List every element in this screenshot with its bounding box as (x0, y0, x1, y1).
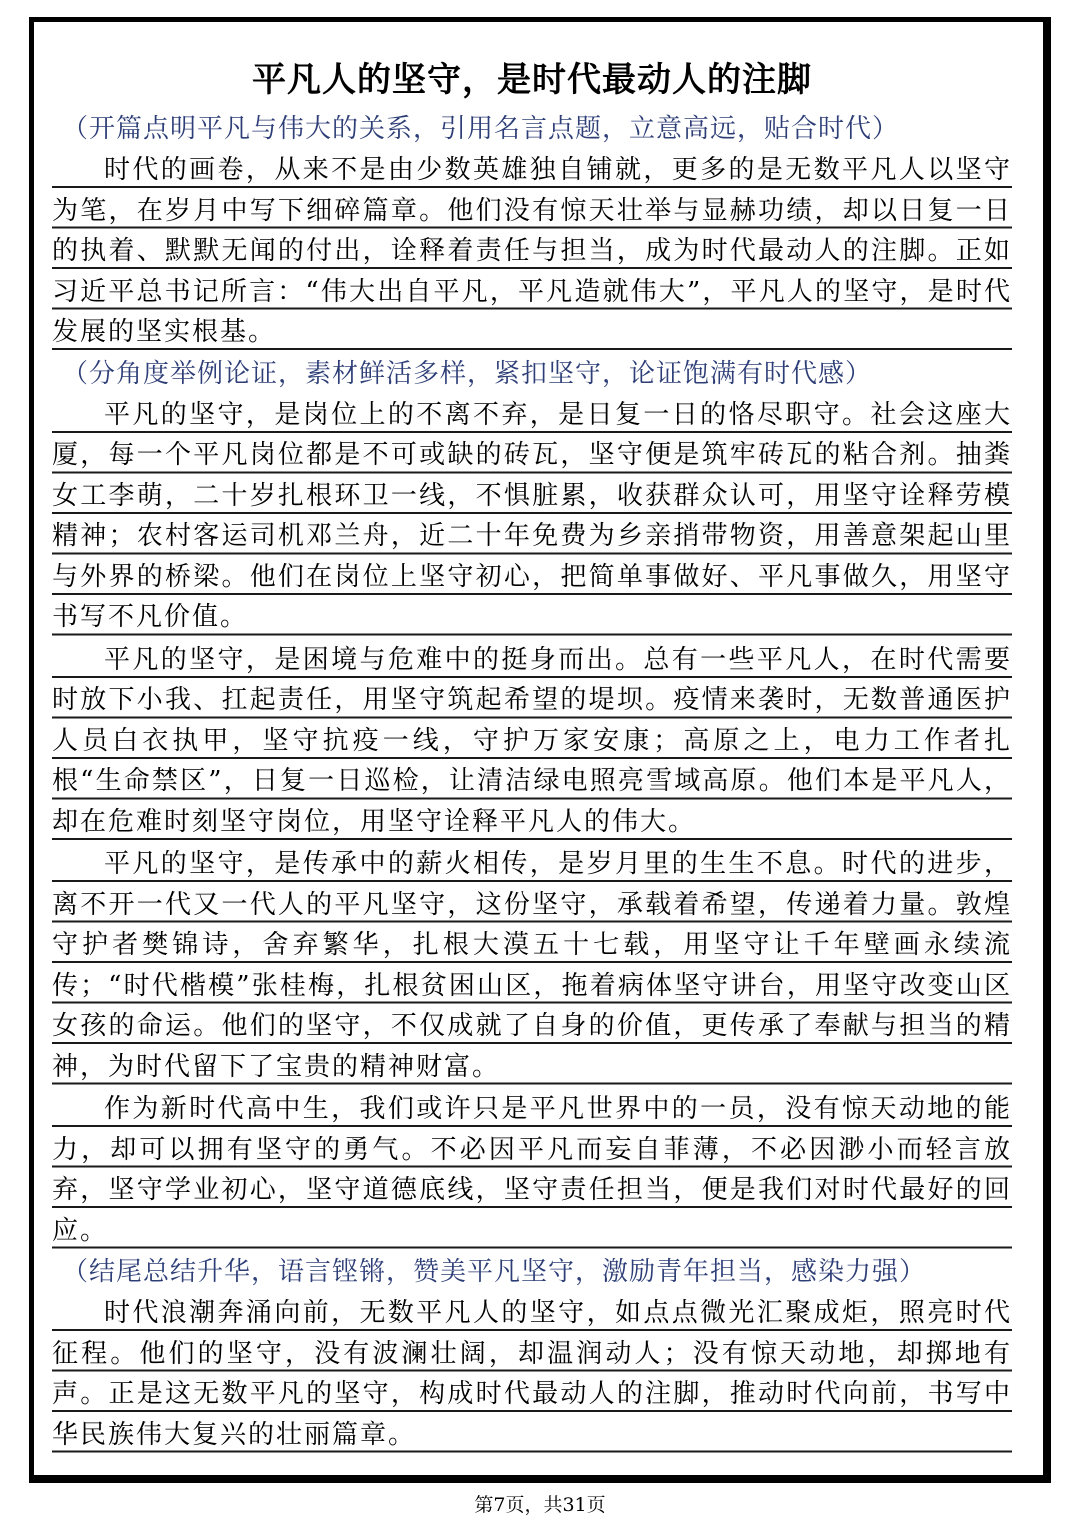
page-number: 第7页，共31页 (474, 1494, 606, 1516)
paragraph-1: 时代的画卷，从来不是由少数英雄独自铺就，更多的是无数平凡人以坚守为笔，在岁月中写下细碎篇章。他们没有惊天壮举与显赫功绩，却以日复一日的执着、默默无闻的付出，诠释着责任与担当，成为时代最动人的注脚。正如习近平总书记所言：“伟大出自平凡，平凡造就伟大”，平凡人的坚守，是时代发展的坚实根基。 (52, 150, 1012, 353)
paragraph-3: 平凡的坚守，是困境与危难中的挺身而出。总有一些平凡人，在时代需要时放下小我、扛起责任，用坚守筑起希望的堤坝。疫情来袭时，无数普通医护人员白衣执甲，坚守抗疫一线，守护万家安康；高原之上，电力工作者扎根“生命禁区”，日复一日巡检，让清洁绿电照亮雪域高原。他们本是平凡人，却在危难时刻坚守岗位，用坚守诠释平凡人的伟大。 (52, 640, 1012, 843)
annotation-ending: （结尾总结升华，语言铿锵，赞美平凡坚守，激励青年担当，感染力强） (62, 1257, 927, 1287)
paragraph-6: 时代浪潮奔涌向前，无数平凡人的坚守，如点点微光汇聚成炬，照亮时代征程。他们的坚守，没有波澜壮阔，却温润动人；没有惊天动地，却掷地有声。正是这无数平凡的坚守，构成时代最动人的注脚，推动时代向前，书写中华民族伟大复兴的壮丽篇章。 (52, 1293, 1012, 1455)
essay-title: 平凡人的坚守，是时代最动人的注脚 (252, 60, 812, 100)
paragraph-5: 作为新时代高中生，我们或许只是平凡世界中的一员，没有惊天动地的能力，却可以拥有坚守的勇气。不必因平凡而妄自菲薄，不必因渺小而轻言放弃，坚守学业初心，坚守道德底线，坚守责任担当，便是我们对时代最好的回应。 (52, 1089, 1012, 1251)
essay-body (52, 52, 1012, 1455)
paragraph-4: 平凡的坚守，是传承中的薪火相传，是岁月里的生生不息。时代的进步，离不开一代又一代人的平凡坚守，这份坚守，承载着希望，传递着力量。敦煌守护者樊锦诗，舍弃繁华，扎根大漠五十七载，用坚守让千年壁画永续流传；“时代楷模”张桂梅，扎根贫困山区，拖着病体坚守讲台，用坚守改变山区女孩的命运。他们的坚守，不仅成就了自身的价值，更传承了奉献与担当的精神，为时代留下了宝贵的精神财富。 (52, 844, 1012, 1087)
annotation-opening: （开篇点明平凡与伟大的关系，引用名言点题，立意高远，贴合时代） (62, 114, 900, 144)
annotation-body: （分角度举例论证，素材鲜活多样，紧扣坚守，论证饱满有时代感） (62, 358, 873, 389)
paragraph-2: 平凡的坚守，是岗位上的不离不弃，是日复一日的恪尽职守。社会这座大厦，每一个平凡岗位都是不可或缺的砖瓦，坚守便是筑牢砖瓦的粘合剂。抽粪女工李萌，二十岁扎根环卫一线，不惧脏累，收获群众认可，用坚守诠释劳模精神；农村客运司机邓兰舟，近二十年免费为乡亲捎带物资，用善意架起山里与外界的桥梁。他们在岗位上坚守初心，把简单事做好、平凡事做久，用坚守书写不凡价值。 (52, 395, 1012, 638)
